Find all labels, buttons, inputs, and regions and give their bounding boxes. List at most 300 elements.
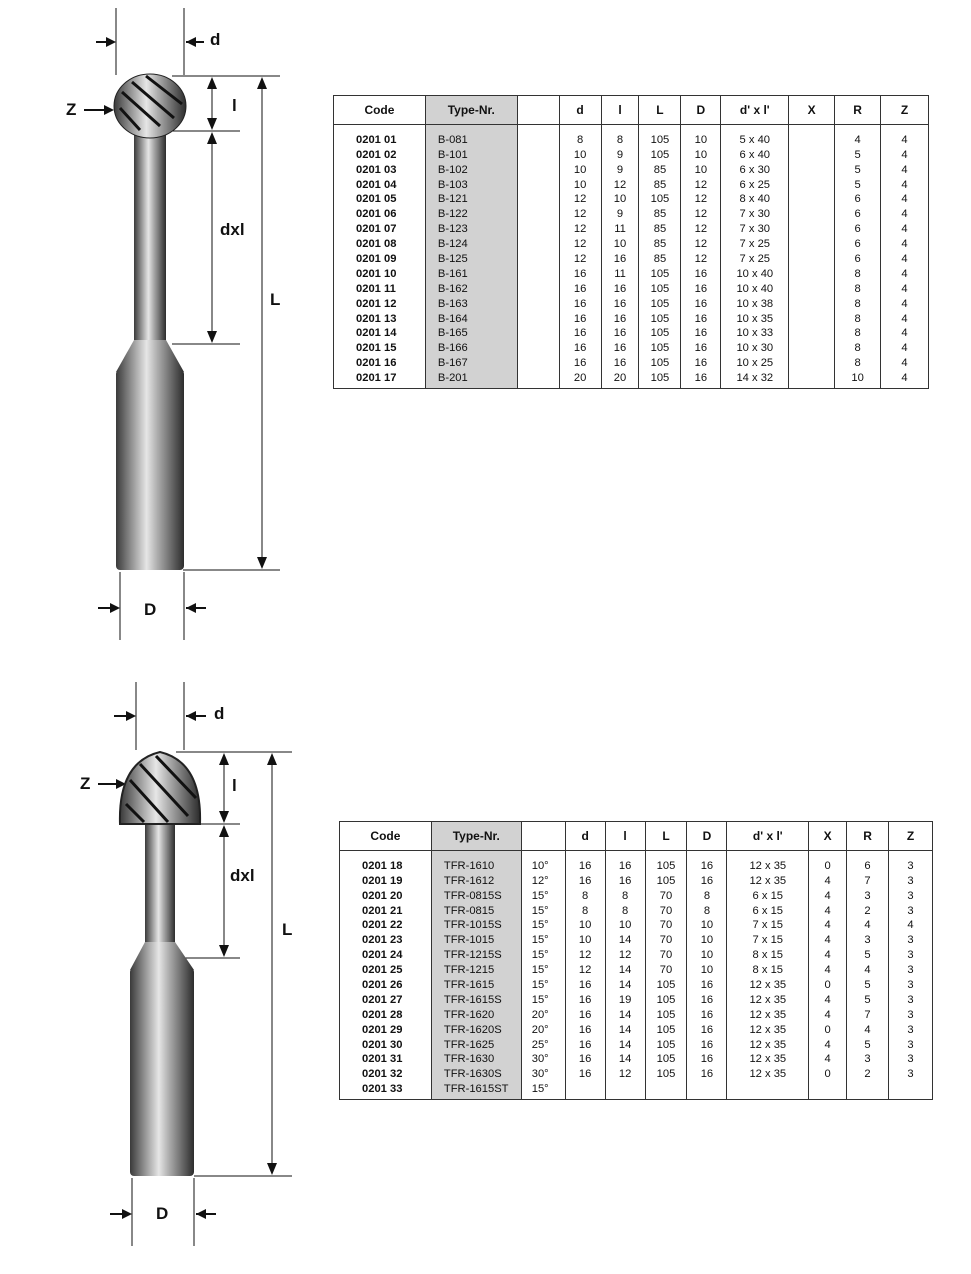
spacer-cell [889, 851, 933, 860]
cell-z: 4 [881, 356, 929, 371]
cell-z: 4 [881, 207, 929, 222]
cell-angle [517, 327, 559, 342]
cell-code: 0201 02 [334, 148, 426, 163]
table-row [340, 1053, 933, 1068]
cell-type: B-121 [425, 193, 517, 208]
cell-x: 4 [809, 993, 847, 1008]
cell-type: TFR-1615ST [431, 1082, 521, 1099]
cell-x [789, 133, 835, 148]
cell-angle [517, 267, 559, 282]
col-header [517, 96, 559, 125]
cell-type: TFR-1612 [431, 874, 521, 889]
cell-x [789, 371, 835, 388]
cell-z: 3 [889, 904, 933, 919]
cell-r: 10 [835, 371, 881, 388]
cell-angle: 15° [521, 948, 565, 963]
cell-code: 0201 12 [334, 297, 426, 312]
cell-length: 70 [645, 933, 687, 948]
spacer-cell [431, 851, 521, 860]
cell-type: TFR-1620 [431, 1008, 521, 1023]
cell-r: 5 [847, 948, 889, 963]
cell-type: TFR-1215 [431, 963, 521, 978]
cell-length: 105 [639, 312, 681, 327]
cell-length: 105 [645, 1067, 687, 1082]
table-row [340, 904, 933, 919]
cell-z: 4 [881, 341, 929, 356]
cell-length: 70 [645, 889, 687, 904]
cell-d: 12 [559, 193, 601, 208]
table-row [334, 341, 929, 356]
label-z: Z [66, 100, 77, 119]
cell-length: 105 [645, 993, 687, 1008]
col-header: d [559, 96, 601, 125]
cell-angle: 12° [521, 874, 565, 889]
table-row [340, 993, 933, 1008]
table-row [340, 963, 933, 978]
cell-angle [517, 133, 559, 148]
cell-r: 6 [835, 193, 881, 208]
cell-type: B-103 [425, 178, 517, 193]
cell-dl: 6 x 15 [727, 904, 809, 919]
cell-z: 4 [881, 371, 929, 388]
cell-length: 105 [639, 356, 681, 371]
cell-code: 0201 03 [334, 163, 426, 178]
cell-d: 10 [559, 148, 601, 163]
cell-dl: 10 x 30 [721, 341, 789, 356]
cell-angle: 15° [521, 933, 565, 948]
cell-z: 3 [889, 948, 933, 963]
cell-dl: 6 x 25 [721, 178, 789, 193]
cell-x: 0 [809, 859, 847, 874]
cell-shank-d: 16 [687, 993, 727, 1008]
cell-d: 16 [565, 978, 605, 993]
cell-type: TFR-0815 [431, 904, 521, 919]
table-row [340, 1023, 933, 1038]
cell-z: 4 [881, 178, 929, 193]
cell-length: 70 [645, 948, 687, 963]
label-z: Z [80, 774, 91, 793]
cell-code: 0201 01 [334, 133, 426, 148]
cell-shank-d: 12 [681, 178, 721, 193]
cell-r: 4 [847, 919, 889, 934]
cell-x: 4 [809, 963, 847, 978]
cell-length: 70 [645, 963, 687, 978]
cell-type: TFR-1215S [431, 948, 521, 963]
cell-l: 16 [601, 297, 639, 312]
cell-length: 105 [645, 1053, 687, 1068]
cell-angle [517, 163, 559, 178]
cell-l: 11 [601, 267, 639, 282]
col-header: Type-Nr. [425, 96, 517, 125]
cell-r: 3 [847, 1053, 889, 1068]
cell-shank-d: 16 [681, 341, 721, 356]
cell-length: 70 [645, 904, 687, 919]
cell-code: 0201 26 [340, 978, 432, 993]
spacer-cell [565, 851, 605, 860]
cell-code: 0201 16 [334, 356, 426, 371]
cell-d: 10 [559, 163, 601, 178]
cell-d: 10 [565, 933, 605, 948]
cell-length: 85 [639, 163, 681, 178]
cell-type: TFR-1630 [431, 1053, 521, 1068]
cell-dl: 10 x 40 [721, 282, 789, 297]
cell-l: 9 [601, 207, 639, 222]
cell-x [789, 252, 835, 267]
cell-r: 8 [835, 356, 881, 371]
cell-r: 8 [835, 282, 881, 297]
cell-r: 3 [847, 933, 889, 948]
table-row [334, 178, 929, 193]
cell-l: 16 [601, 312, 639, 327]
cell-code: 0201 06 [334, 207, 426, 222]
cell-shank-d: 16 [681, 327, 721, 342]
cell-code: 0201 08 [334, 237, 426, 252]
table-row [340, 919, 933, 934]
cell-shank-d: 16 [687, 1008, 727, 1023]
cell-code: 0201 07 [334, 222, 426, 237]
cell-d: 16 [559, 297, 601, 312]
cell-shank-d: 16 [687, 1038, 727, 1053]
table-row [334, 252, 929, 267]
cell-type: B-165 [425, 327, 517, 342]
cell-l: 8 [605, 904, 645, 919]
cell-d: 20 [559, 371, 601, 388]
col-header: d' x l' [721, 96, 789, 125]
cell-d: 10 [565, 919, 605, 934]
cell-code: 0201 30 [340, 1038, 432, 1053]
cell-shank-d: 16 [687, 978, 727, 993]
cell-dl: 6 x 40 [721, 148, 789, 163]
cell-dl: 7 x 30 [721, 207, 789, 222]
table-body [334, 125, 929, 389]
table-row [340, 1038, 933, 1053]
cell-z: 4 [881, 252, 929, 267]
table-row [340, 889, 933, 904]
cell-l: 12 [601, 178, 639, 193]
cell-code: 0201 11 [334, 282, 426, 297]
cell-length: 105 [639, 267, 681, 282]
spec-table-ball [333, 95, 929, 389]
cell-dl: 7 x 30 [721, 222, 789, 237]
cell-x [789, 267, 835, 282]
cell-r: 6 [835, 237, 881, 252]
cell-angle [517, 252, 559, 267]
cell-d: 12 [565, 963, 605, 978]
spacer-row [334, 125, 929, 134]
cell-d: 16 [565, 1067, 605, 1082]
cell-l: 16 [605, 859, 645, 874]
cell-code: 0201 31 [340, 1053, 432, 1068]
cell-angle [517, 148, 559, 163]
cell-dl: 10 x 33 [721, 327, 789, 342]
col-header: Code [340, 822, 432, 851]
cell-length [645, 1082, 687, 1099]
cell-angle: 15° [521, 904, 565, 919]
cell-r: 4 [835, 133, 881, 148]
cell-l: 14 [605, 963, 645, 978]
cell-l: 16 [601, 282, 639, 297]
cell-z: 4 [881, 267, 929, 282]
col-header: d' x l' [727, 822, 809, 851]
cell-x [789, 312, 835, 327]
label-d: d [210, 30, 221, 49]
cell-x: 0 [809, 978, 847, 993]
cell-length: 70 [645, 919, 687, 934]
cell-dl: 7 x 25 [721, 252, 789, 267]
spacer-cell [881, 125, 929, 134]
cell-x [789, 282, 835, 297]
cell-x [789, 237, 835, 252]
table-row [334, 267, 929, 282]
cell-l: 14 [605, 933, 645, 948]
cell-r: 5 [847, 1038, 889, 1053]
cell-l: 14 [605, 1023, 645, 1038]
cell-r: 6 [847, 859, 889, 874]
cell-shank-d: 16 [687, 1067, 727, 1082]
spec-table-flame [339, 821, 933, 1100]
cell-code: 0201 17 [334, 371, 426, 388]
label-d: d [214, 704, 225, 723]
spacer-cell [721, 125, 789, 134]
spacer-cell [847, 851, 889, 860]
cell-dl: 6 x 30 [721, 163, 789, 178]
cell-code: 0201 04 [334, 178, 426, 193]
label-dxl: dxl [220, 220, 245, 239]
cell-code: 0201 21 [340, 904, 432, 919]
cell-z: 3 [889, 1023, 933, 1038]
cell-d: 8 [565, 889, 605, 904]
cell-x [789, 356, 835, 371]
cell-length: 105 [645, 874, 687, 889]
cell-length: 105 [639, 282, 681, 297]
spacer-cell [789, 125, 835, 134]
cell-r: 6 [835, 222, 881, 237]
cell-x: 4 [809, 948, 847, 963]
cell-type: B-101 [425, 148, 517, 163]
cell-r: 8 [835, 267, 881, 282]
table-row [334, 207, 929, 222]
table-row [334, 356, 929, 371]
tool-drawing-flame-svg [0, 680, 320, 1260]
col-header: R [835, 96, 881, 125]
cell-shank-d: 12 [681, 207, 721, 222]
cell-code: 0201 19 [340, 874, 432, 889]
table-row [334, 193, 929, 208]
cell-d [565, 1082, 605, 1099]
cell-l: 10 [601, 193, 639, 208]
table-row [334, 163, 929, 178]
cell-code: 0201 27 [340, 993, 432, 1008]
cell-angle [517, 178, 559, 193]
cell-d: 16 [565, 874, 605, 889]
cell-shank-d: 10 [687, 948, 727, 963]
cell-dl: 7 x 15 [727, 919, 809, 934]
cell-l: 9 [601, 148, 639, 163]
spacer-row [340, 851, 933, 860]
cell-length: 105 [645, 978, 687, 993]
cell-r: 2 [847, 904, 889, 919]
cell-r: 8 [835, 297, 881, 312]
cell-shank-d: 10 [681, 163, 721, 178]
cell-angle: 20° [521, 1008, 565, 1023]
table-row [340, 978, 933, 993]
cell-type: TFR-1620S [431, 1023, 521, 1038]
table-row [334, 297, 929, 312]
cell-shank-d: 16 [681, 267, 721, 282]
cell-l: 14 [605, 1038, 645, 1053]
cell-z: 3 [889, 963, 933, 978]
cell-z: 4 [881, 297, 929, 312]
cell-dl: 10 x 25 [721, 356, 789, 371]
cell-d: 12 [559, 252, 601, 267]
col-header: X [809, 822, 847, 851]
cell-code: 0201 32 [340, 1067, 432, 1082]
cell-code: 0201 14 [334, 327, 426, 342]
cell-type: B-102 [425, 163, 517, 178]
cell-shank-d: 16 [687, 874, 727, 889]
table-row [340, 933, 933, 948]
cell-d: 8 [559, 133, 601, 148]
cell-length: 105 [645, 1023, 687, 1038]
cell-d: 10 [559, 178, 601, 193]
cell-d: 12 [559, 222, 601, 237]
cell-angle [517, 371, 559, 388]
cell-x [789, 163, 835, 178]
label-big-l: L [282, 920, 293, 939]
tool-drawing-ball [0, 0, 320, 640]
cell-type: B-081 [425, 133, 517, 148]
table-row [334, 133, 929, 148]
cell-x: 4 [809, 933, 847, 948]
cell-dl: 12 x 35 [727, 874, 809, 889]
cell-x [789, 178, 835, 193]
label-big-l: L [270, 290, 281, 309]
table-row [340, 948, 933, 963]
cell-x: 4 [809, 1038, 847, 1053]
cell-x [789, 148, 835, 163]
cell-z: 3 [889, 933, 933, 948]
cell-shank-d: 12 [681, 222, 721, 237]
spacer-cell [809, 851, 847, 860]
cell-z: 3 [889, 993, 933, 1008]
cell-shank-d: 8 [687, 904, 727, 919]
cell-type: TFR-1615 [431, 978, 521, 993]
cell-l: 12 [605, 1067, 645, 1082]
cell-type: B-164 [425, 312, 517, 327]
cell-dl: 8 x 40 [721, 193, 789, 208]
col-header: Code [334, 96, 426, 125]
table-row [340, 1067, 933, 1082]
label-l: l [232, 776, 237, 795]
cell-r: 6 [835, 252, 881, 267]
cell-shank-d: 10 [687, 963, 727, 978]
cell-angle: 15° [521, 978, 565, 993]
cell-length: 105 [639, 341, 681, 356]
cell-l: 14 [605, 1053, 645, 1068]
cell-type: B-163 [425, 297, 517, 312]
cell-l: 14 [605, 978, 645, 993]
cell-r: 7 [847, 1008, 889, 1023]
cell-l: 8 [601, 133, 639, 148]
cell-type: TFR-1610 [431, 859, 521, 874]
cell-r: 2 [847, 1067, 889, 1082]
cell-z: 3 [889, 978, 933, 993]
spacer-cell [605, 851, 645, 860]
cell-code: 0201 33 [340, 1082, 432, 1099]
cell-l: 14 [605, 1008, 645, 1023]
cell-code: 0201 10 [334, 267, 426, 282]
cell-x: 4 [809, 1008, 847, 1023]
cell-code: 0201 15 [334, 341, 426, 356]
cell-d: 16 [565, 1038, 605, 1053]
cell-type: B-166 [425, 341, 517, 356]
col-header: L [645, 822, 687, 851]
cell-r [847, 1082, 889, 1099]
cell-angle: 10° [521, 859, 565, 874]
cell-code: 0201 25 [340, 963, 432, 978]
label-big-d: D [144, 600, 157, 619]
cell-dl: 10 x 40 [721, 267, 789, 282]
cell-dl: 6 x 15 [727, 889, 809, 904]
col-header: D [681, 96, 721, 125]
cell-angle [517, 237, 559, 252]
cell-r: 5 [847, 993, 889, 1008]
spacer-cell [559, 125, 601, 134]
cell-shank-d: 16 [681, 297, 721, 312]
cell-z: 4 [881, 222, 929, 237]
cell-length: 105 [639, 327, 681, 342]
cell-x: 0 [809, 1023, 847, 1038]
cell-type: TFR-1630S [431, 1067, 521, 1082]
cell-x [809, 1082, 847, 1099]
cell-dl: 12 x 35 [727, 859, 809, 874]
cell-x [789, 222, 835, 237]
cell-z: 4 [881, 148, 929, 163]
cell-angle: 15° [521, 993, 565, 1008]
cell-code: 0201 05 [334, 193, 426, 208]
cell-angle [517, 282, 559, 297]
table-row [340, 874, 933, 889]
cell-l: 16 [601, 327, 639, 342]
cell-d: 12 [565, 948, 605, 963]
cell-l: 10 [605, 919, 645, 934]
cell-code: 0201 13 [334, 312, 426, 327]
cell-z: 3 [889, 1008, 933, 1023]
cell-d: 16 [565, 1023, 605, 1038]
cell-shank-d: 10 [681, 133, 721, 148]
cell-code: 0201 18 [340, 859, 432, 874]
table-row [334, 222, 929, 237]
cell-x [789, 327, 835, 342]
cell-l [605, 1082, 645, 1099]
table-row [340, 859, 933, 874]
cell-r: 8 [835, 312, 881, 327]
cell-type: B-125 [425, 252, 517, 267]
cell-l: 16 [601, 252, 639, 267]
table-row [334, 148, 929, 163]
cell-angle: 15° [521, 1082, 565, 1099]
cell-type: B-167 [425, 356, 517, 371]
table-row [340, 1008, 933, 1023]
cell-length: 85 [639, 178, 681, 193]
cell-d: 12 [559, 237, 601, 252]
cell-length: 105 [645, 859, 687, 874]
cell-z: 3 [889, 1067, 933, 1082]
table-row [334, 371, 929, 388]
cell-length: 105 [645, 1038, 687, 1053]
cell-angle: 15° [521, 963, 565, 978]
col-header: Z [881, 96, 929, 125]
